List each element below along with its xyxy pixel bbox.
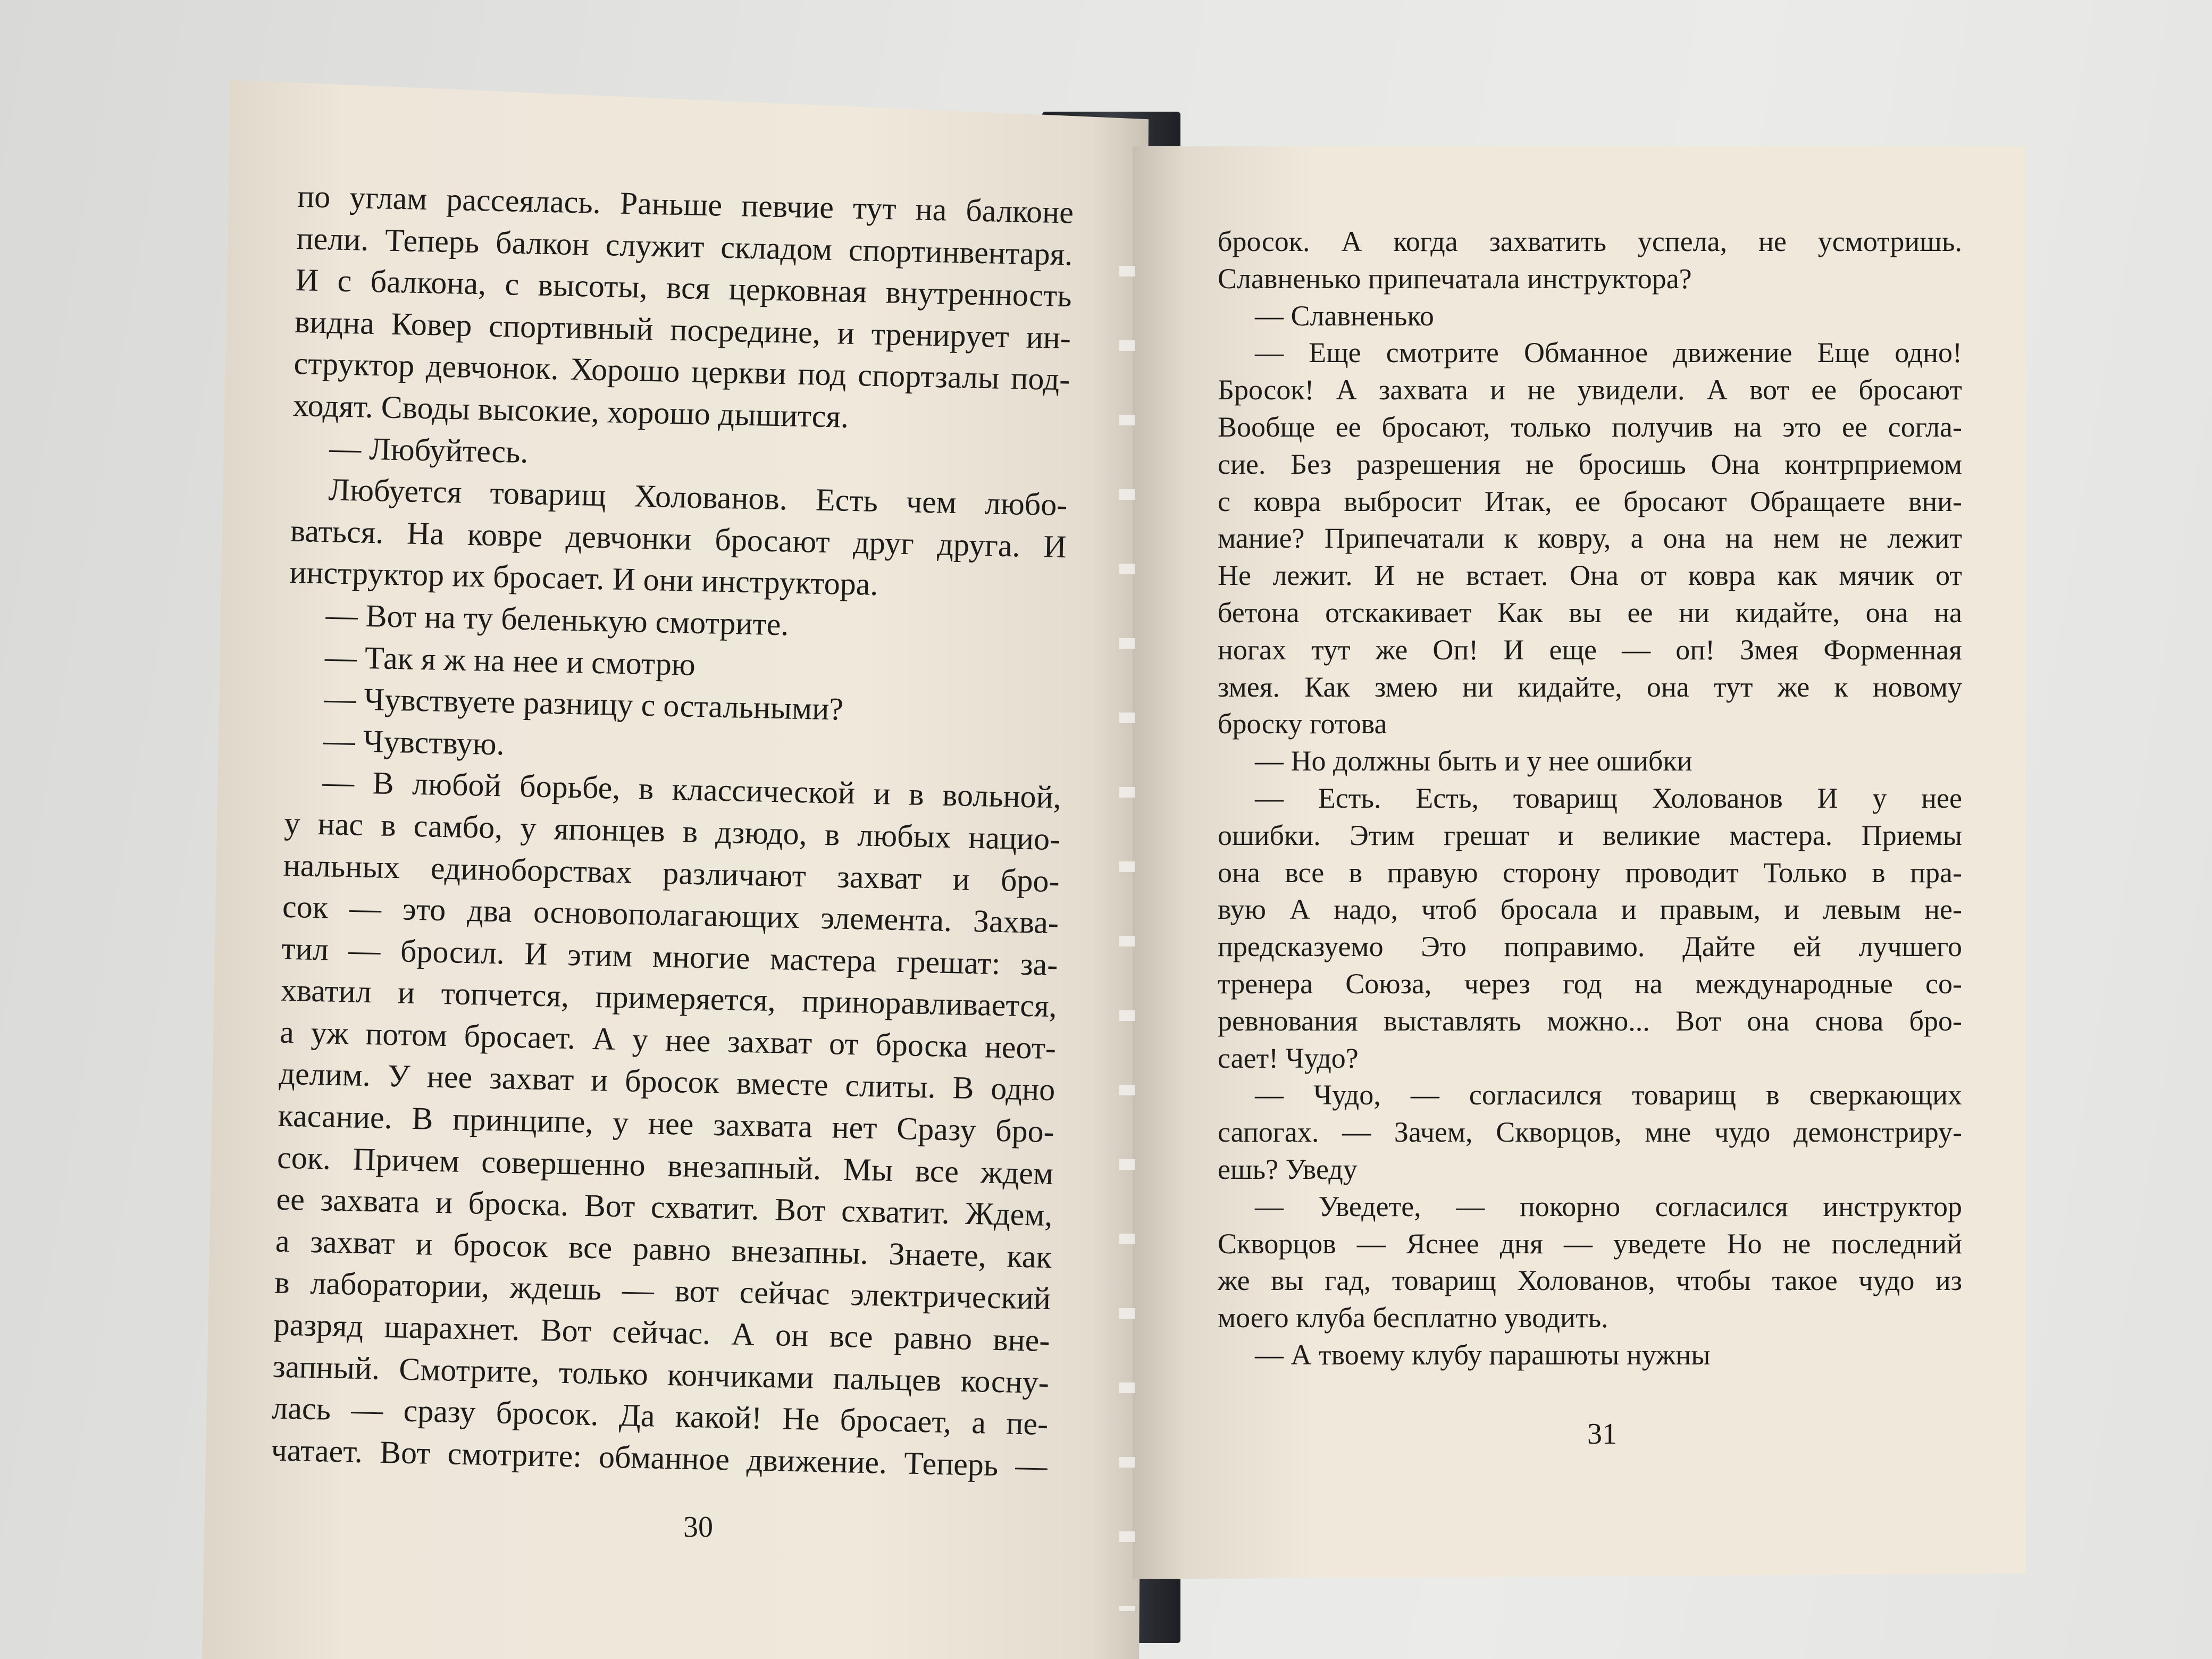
text-line: — А твоему клубу парашюты нужны	[1255, 1338, 1711, 1371]
text-line: инструктор их бросает. И они инструктора.	[289, 555, 879, 602]
text-line: — Чувствуете разницу с остальными?	[323, 681, 844, 727]
text-line: бросок. А когда захватить успела, не усмотришь.	[1218, 225, 1962, 257]
text-line: касание. В принципе, у нее захвата нет Сразу бро-	[278, 1097, 1055, 1150]
text-line: — Чувствую.	[323, 722, 505, 762]
text-line: ее захвата и броска. Вот схватит. Вот схватит. Ждем,	[275, 1181, 1053, 1233]
text-line: ходят. Своды высокие, хорошо дышится.	[292, 387, 849, 434]
page-number-right: 31	[1587, 1418, 1617, 1451]
text-line: тренера Союза, через год на международные со-	[1218, 967, 1962, 1000]
text-line: делим. У нее захват и бросок вместе слиты. В одно	[278, 1056, 1055, 1108]
text-line: в лаборатории, ждешь — вот сейчас электрический	[274, 1264, 1051, 1317]
text-line: структор девчонок. Хорошо церкви под спортзалы под-	[293, 346, 1070, 397]
text-line: сок. Причем совершенно внезапный. Мы все ждем	[276, 1139, 1054, 1191]
text-line: лась — сразу бросок. Да какой! Не бросает, а пе-	[271, 1390, 1049, 1442]
text-line: по углам рассеялась. Раньше певчие тут на балконе	[297, 178, 1074, 230]
text-line: ошибки. Этим грешат и великие мастера. Приемы	[1218, 819, 1962, 851]
text-line: ешь? Уведу	[1218, 1153, 1358, 1185]
text-line: — Любуйтесь.	[329, 430, 529, 470]
text-line: — Но должны быть и у нее ошибки	[1255, 745, 1692, 777]
text-line: И с балкона, с высоты, вся церковная внутренность	[295, 262, 1073, 314]
text-line: пели. Теперь балкон служит складом спортинвентаря.	[296, 220, 1073, 272]
text-line: змея. Как змею ни кидайте, она тут же к новому	[1218, 671, 1962, 703]
text-line: — Еще смотрите Обманное движение Еще одно!	[1255, 337, 1962, 369]
text-line: — В любой борьбе, в классической и в вольной,	[322, 764, 1062, 815]
text-line: тил — бросил. И этим многие мастера грешат: за-	[281, 931, 1058, 982]
text-line: сапогах. — Зачем, Скворцов, мне чудо демонстриру-	[1218, 1116, 1962, 1149]
text-line: же вы гад, товарищ Холованов, чтобы такое чудо из	[1218, 1264, 1962, 1297]
text-line: чатает. Вот смотрите: обманное движение. Теперь —	[271, 1432, 1048, 1484]
page-number-left: 30	[683, 1511, 713, 1544]
text-line: сок — это два основополагающих элемента. Захва-	[282, 889, 1059, 941]
text-line: — Уведете, — покорно согласился инструктор	[1255, 1190, 1962, 1222]
text-line: сие. Без разрешения не бросишь Она контрприемом	[1218, 448, 1962, 480]
text-line: — Чудо, — согласился товарищ в сверкающих	[1255, 1079, 1962, 1111]
text-line: а уж потом бросает. А у нее захват от броска неот-	[279, 1014, 1057, 1066]
text-line: хватил и топчется, примеряется, приноравливается,	[280, 972, 1058, 1024]
text-line: ногах тут же Оп! И еще — оп! Змея Форменная	[1218, 633, 1962, 666]
text-line: броску готова	[1218, 708, 1387, 740]
text-line: ревнования выставлять можно... Вот она снова бро-	[1218, 1004, 1962, 1037]
text-line: — Вот на ту беленькую смотрите.	[325, 597, 790, 642]
text-line: вую А надо, чтоб бросала и правым, и левым не-	[1218, 893, 1962, 926]
left-page-text	[271, 175, 1074, 1487]
text-line: предсказуемо Это поправимо. Дайте ей лучшего	[1218, 931, 1962, 963]
book-spine-stitching	[1119, 202, 1135, 1611]
text-line: с ковра выбросит Итак, ее бросают Обращаете вни-	[1218, 485, 1962, 517]
text-line: — Так я ж на нее и смотрю	[324, 639, 696, 682]
text-line: Скворцов — Яснее дня — уведете Но не последний	[1218, 1227, 1962, 1260]
text-line: запный. Смотрите, только кончиками пальцев косну-	[272, 1348, 1050, 1400]
text-line: Славненько припечатала инструктора?	[1218, 262, 1692, 295]
text-line: сает! Чудо?	[1218, 1042, 1359, 1074]
text-line: нальных единоборствах различают захват и бро-	[283, 847, 1060, 899]
text-line: разряд шарахнет. Вот сейчас. А он все равно вне-	[273, 1306, 1051, 1359]
text-line: ваться. На ковре девчонки бросают друг друга. И	[290, 513, 1067, 565]
text-line: моего клуба бесплатно уводить.	[1218, 1302, 1608, 1334]
text-line: видна Ковер спортивный посредине, и тренирует ин-	[294, 304, 1071, 356]
text-line: Не лежит. И не встает. Она от ковра как мячик от	[1218, 559, 1962, 592]
text-line: бетона отскакивает Как вы ее ни кидайте, она на	[1218, 596, 1962, 629]
text-line: Бросок! А захвата и не увидели. А вот ее бросают	[1218, 374, 1962, 406]
text-line: а захват и бросок все равно внезапны. Знаете, как	[275, 1223, 1052, 1275]
text-line: у нас в самбо, у японцев в дзюдо, в любых нацио-	[283, 805, 1061, 857]
text-line: — Есть. Есть, товарищ Холованов И у нее	[1255, 782, 1962, 814]
text-line: Вообще ее бросают, только получив на это ее согла-	[1218, 410, 1962, 443]
right-page-text	[1218, 223, 1962, 1374]
text-line: Любуется товарищ Холованов. Есть чем любо-	[328, 472, 1068, 523]
text-line: — Славненько	[1255, 299, 1434, 332]
text-line: мание? Припечатали к ковру, а она на нем не лежит	[1218, 522, 1962, 555]
text-line: она все в правую сторону проводит Только в пра-	[1218, 856, 1962, 889]
